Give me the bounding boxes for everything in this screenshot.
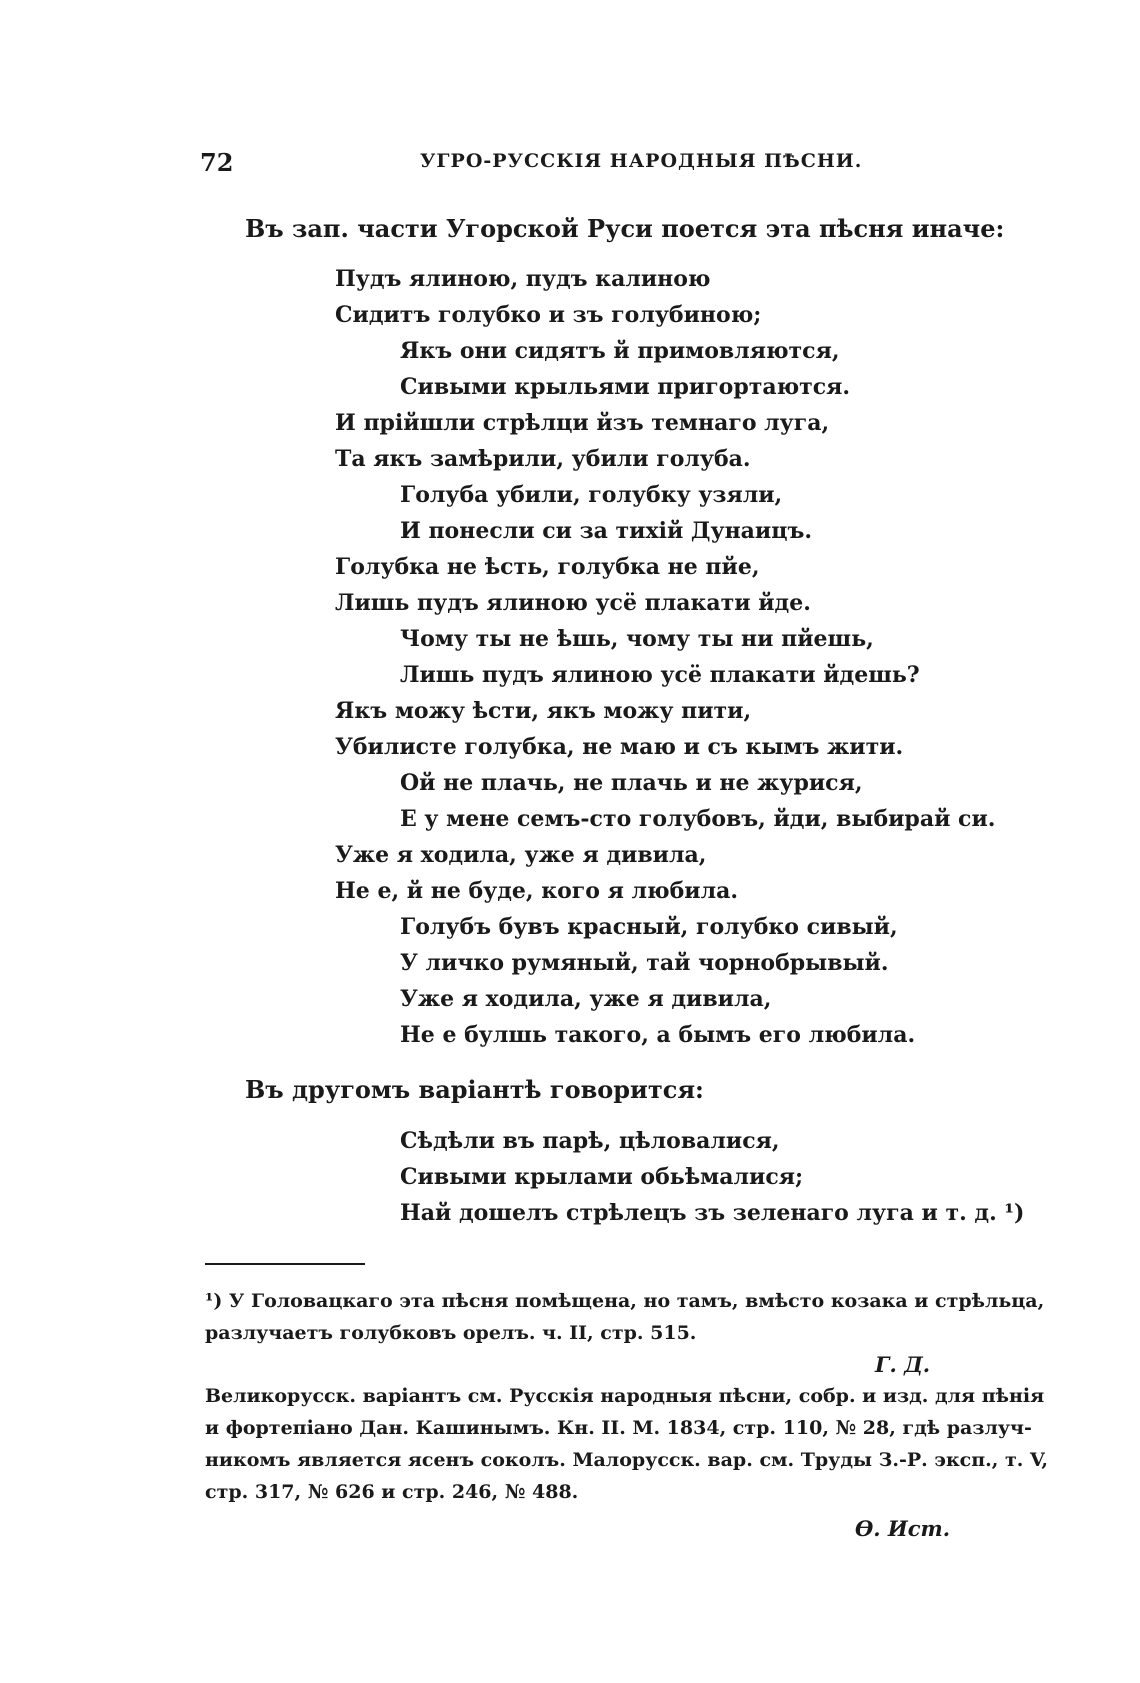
verse-line: Не е, й не буде, кого я любила. [335, 878, 739, 904]
verse-line: И понесли си за тихій Дунаицъ. [400, 518, 813, 544]
verse-line: Сидитъ голубко и зъ голубиною; [335, 302, 762, 328]
verse-line: У личко румяный, тай чорнобрывый. [400, 950, 889, 976]
footnote-divider [205, 1263, 365, 1265]
verse-line: Сивыми крылами обьѣмалися; [400, 1164, 804, 1190]
verse-line: Ой не плачь, не плачь и не журися, [400, 770, 863, 796]
verse-line: Най дошелъ стрѣлецъ зъ зеленаго луга и т. д. ¹) [400, 1200, 1025, 1226]
verse-line: Уже я ходила, уже я дивила, [400, 986, 772, 1012]
verse-line: Лишь пудъ ялиною усё плакати йде. [335, 590, 811, 616]
footnote-signature: Ѳ. Ист. [855, 1516, 951, 1541]
verse-line: Якъ они сидятъ й примовляются, [400, 338, 840, 364]
footnote-line: и фортепіано Дан. Кашинымъ. Кн. II. М. 1834, стр. 110, № 28, гдѣ разлуч- [205, 1417, 1032, 1439]
verse-line: Чому ты не ѣшь, чому ты ни пйешь, [400, 626, 874, 652]
footnote-line: разлучаетъ голубковъ орелъ. ч. II, стр. 515. [205, 1322, 697, 1344]
footnote-line: Великорусск. варіантъ см. Русскія народныя пѣсни, собр. и изд. для пѣнія [205, 1385, 1045, 1407]
footnote-line: никомъ является ясенъ соколъ. Малорусск. вар. см. Труды З.-Р. эксп., т. V, [205, 1449, 1049, 1471]
page-header [200, 148, 863, 178]
verse-line: Не е булшь такого, а бымъ его любила. [400, 1022, 916, 1048]
verse-line: Та якъ замѣрили, убили голуба. [335, 446, 751, 472]
footnote-signature: Г. Д. [875, 1352, 931, 1377]
verse-line: Якъ можу ѣсти, якъ можу пити, [335, 698, 752, 724]
page-number: 72 [200, 148, 234, 177]
verse-line: Голубка не ѣсть, голубка не пйе, [335, 554, 760, 580]
footnote-line: стр. 317, № 626 и стр. 246, № 488. [205, 1481, 579, 1503]
verse-line: Голуба убили, голубку узяли, [400, 482, 783, 508]
verse-line: Сивыми крыльями пригортаются. [400, 374, 851, 400]
verse-line: Убилисте голубка, не маю и съ кымъ жити. [335, 734, 904, 760]
verse-line: Голубъ бувъ красный, голубко сивый, [400, 914, 898, 940]
footnote-line: ¹) У Головацкаго эта пѣсня помѣщена, но тамъ, вмѣсто козака и стрѣльца, [205, 1290, 1045, 1312]
verse-line: Лишь пудъ ялиною усё плакати йдешь? [400, 662, 920, 688]
intro-paragraph-variant: Въ другомъ варіантѣ говорится: [245, 1075, 704, 1104]
intro-paragraph: Въ зап. части Угорской Руси поется эта пѣсня иначе: [245, 214, 1005, 243]
running-title: УГРО-РУССКІЯ НАРОДНЫЯ ПѢСНИ. [420, 150, 863, 172]
verse-line: Уже я ходила, уже я дивила, [335, 842, 707, 868]
verse-line: И прійшли стрѣлци йзъ темнаго луга, [335, 410, 830, 436]
verse-line: Пудъ ялиною, пудъ калиною [335, 266, 711, 292]
verse-line: Сѣдѣли въ парѣ, цѣловалися, [400, 1128, 780, 1154]
verse-line: Е у мене семъ-сто голубовъ, йди, выбирай си. [400, 806, 996, 832]
